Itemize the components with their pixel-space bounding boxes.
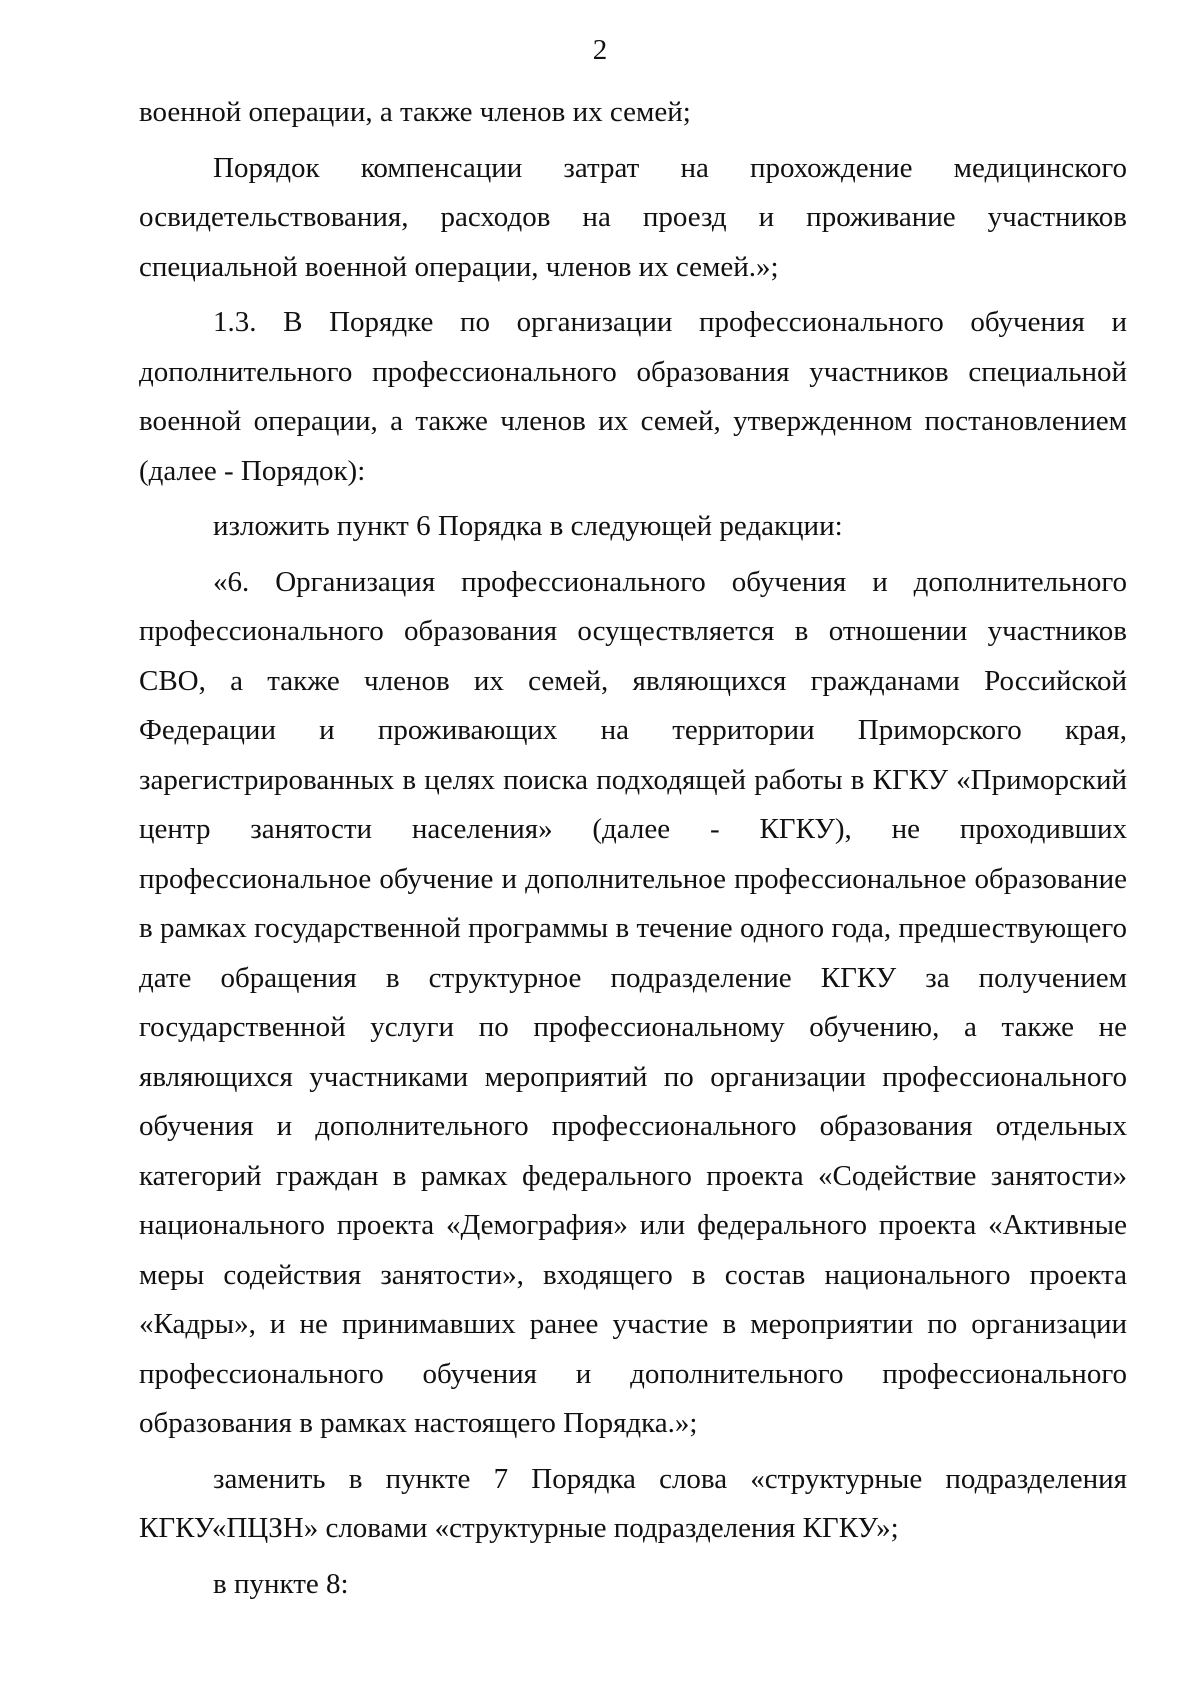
document-body	[139, 88, 1127, 1609]
paragraph-point-8: в пункте 8:	[213, 1567, 349, 1600]
paragraph-continuation: военной операции, а также членов их семей;	[139, 96, 691, 128]
page-number: 2	[592, 34, 608, 66]
paragraph-point-6-text: «6. Организация профессионального обучения и дополнительного профессионального образования осуществляется в отношении участников СВО, а также членов их семей, являющихся гражданами Российской Федерации и проживающих на территории Приморского края, зарегистрированных в целях поиска подходящей работы в КГКУ «Приморский центр занятости населения» (далее - КГКУ), не проходивших профессиональное обучение и дополнительное профессиональное образование в рамках государственной программы в течение одного года, предшествующего дате обращения в структурное подразделение КГКУ за получением государственной услуги по профессиональному обучению, а также не являющихся участниками мероприятий по организации профессионального обучения и дополнительного профессионального образования отдельных категорий граждан в рамках федерального проекта «Содействие занятости» национального проекта «Демография» или федерального проекта «Активные меры содействия занятости», входящего в состав национального проекта «Кадры», и не принимавших ранее участие в мероприятии по организации профессионального обучения и дополнительного профессионального образования в рамках настоящего Порядка.»;	[139, 565, 1127, 1439]
paragraph-amend-point-7: заменить в пункте 7 Порядка слова «структурные подразделения КГКУ«ПЦЗН» словами «структурные подразделения КГКУ»;	[139, 1462, 1127, 1544]
paragraph-section-1-3: 1.3. В Порядке по организации профессионального обучения и дополнительного профессионального образования участников специальной военной операции, а также членов их семей, утвержденном постановлением (далее - Порядок):	[139, 306, 1127, 487]
paragraph-amend-point-6: изложить пункт 6 Порядка в следующей редакции:	[213, 510, 843, 542]
paragraph-compensation-order: Порядок компенсации затрат на прохождение медицинского освидетельствования, расходов на проезд и проживание участников специальной военной операции, членов их семей.»;	[139, 151, 1127, 283]
